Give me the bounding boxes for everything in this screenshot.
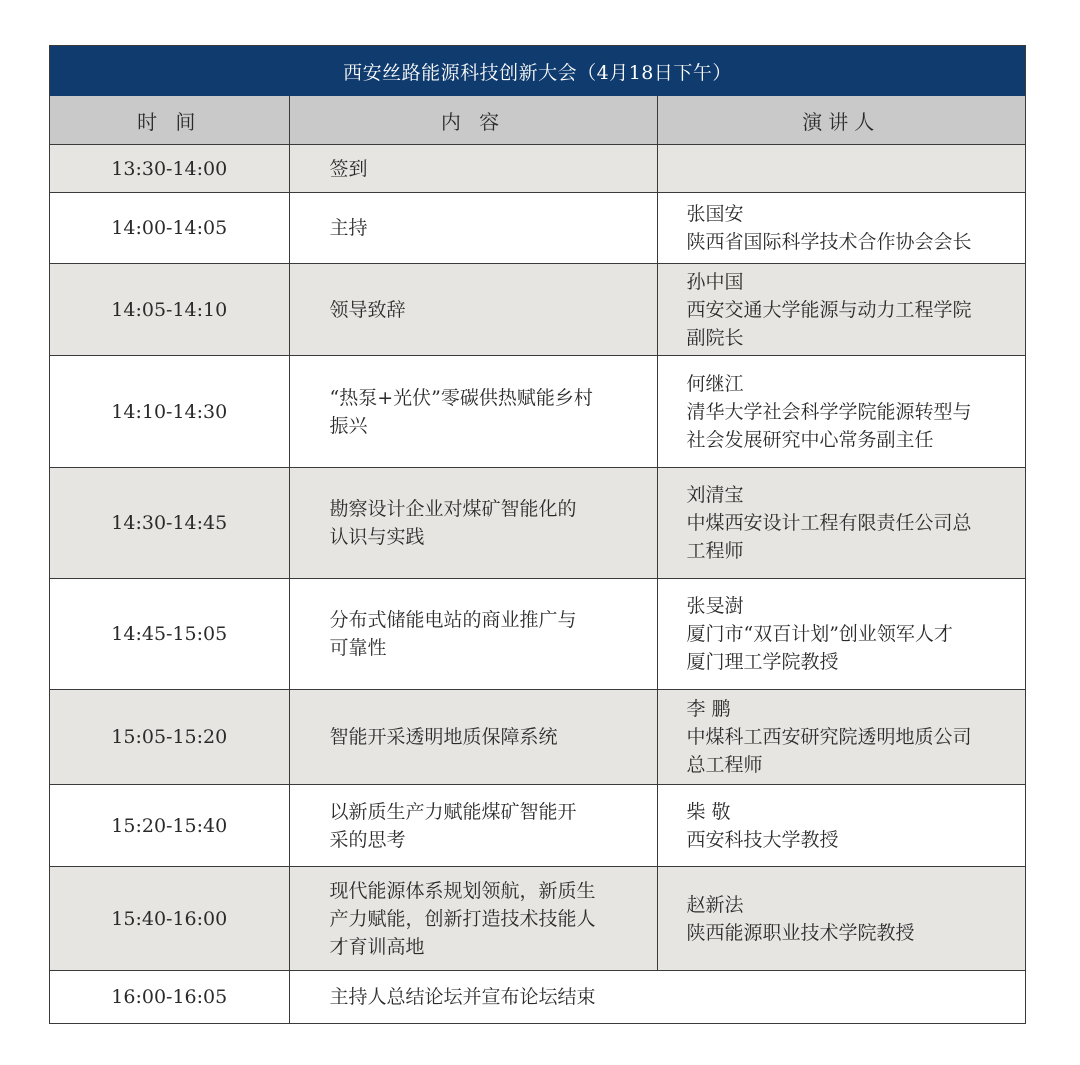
time-cell: 14:45-15:05 (50, 579, 289, 690)
speaker-title-line: 陕西省国际科学技术合作协会会长 (686, 231, 972, 253)
content-cell (289, 356, 657, 468)
agenda-row (50, 785, 1025, 867)
agenda-row (50, 468, 1025, 579)
speaker-title-line: 陕西能源职业技术学院教授 (686, 921, 915, 944)
speaker-cell (657, 690, 1025, 785)
speaker-title-line: 厦门市“双百计划”创业领军人才 (686, 623, 953, 645)
content-line: 产力赋能，创新打造技术技能人 (329, 907, 596, 930)
content-line: 认识与实践 (329, 526, 425, 548)
content-line: 智能开采透明地质保障系统 (329, 726, 558, 748)
speaker-name: 何继江 (686, 372, 744, 395)
content-line: 以新质生产力赋能煤矿智能开 (329, 800, 577, 823)
speaker-title-line: 社会发展研究中心常务副主任 (686, 428, 934, 451)
speaker-title-line: 副院长 (686, 326, 744, 349)
agenda-row (50, 193, 1025, 264)
content-cell (289, 579, 657, 690)
content-line: 振兴 (329, 414, 368, 437)
content-line: 采的思考 (329, 828, 406, 851)
speaker-title-line: 中煤科工西安研究院透明地质公司 (686, 726, 972, 748)
speaker-title-line: 西安交通大学能源与动力工程学院 (686, 298, 972, 321)
speaker-cell (657, 145, 1025, 193)
speaker-name: 柴 敬 (686, 800, 731, 823)
time-cell: 15:40-16:00 (50, 867, 289, 971)
content-line: 领导致辞 (329, 298, 406, 321)
content-line: 签到 (329, 157, 368, 180)
header-speaker: 演讲人 (657, 96, 1025, 145)
time-cell: 15:05-15:20 (50, 690, 289, 785)
speaker-name: 李 鹏 (686, 698, 731, 720)
time-cell: 15:20-15:40 (50, 785, 289, 867)
speaker-title-line: 总工程师 (686, 754, 763, 776)
speaker-cell (657, 579, 1025, 690)
speaker-cell (657, 785, 1025, 867)
speaker-cell (657, 264, 1025, 356)
agenda-row (50, 971, 1025, 1023)
speaker-title-line: 厦门理工学院教授 (686, 651, 839, 673)
content-cell (289, 971, 1025, 1023)
agenda-row (50, 264, 1025, 356)
time-cell: 14:00-14:05 (50, 193, 289, 264)
speaker-name: 赵新法 (686, 893, 744, 916)
agenda-body (50, 145, 1025, 1023)
agenda-row (50, 145, 1025, 193)
agenda-table (50, 96, 1025, 1023)
time-cell: 14:10-14:30 (50, 356, 289, 468)
content-line: 才育训高地 (329, 935, 425, 958)
time-cell: 14:05-14:10 (50, 264, 289, 356)
content-line: “热泵+光伏”零碳供热赋能乡村 (329, 386, 593, 409)
speaker-cell (657, 356, 1025, 468)
speaker-name: 张国安 (686, 203, 744, 225)
content-cell (289, 867, 657, 971)
speaker-name: 刘清宝 (686, 484, 744, 506)
header-content: 内 容 (289, 96, 657, 145)
speaker-name: 孙中国 (686, 270, 744, 293)
content-cell (289, 690, 657, 785)
agenda-row (50, 356, 1025, 468)
header-time: 时 间 (50, 96, 289, 145)
content-cell (289, 468, 657, 579)
content-line: 分布式储能电站的商业推广与 (329, 609, 577, 631)
speaker-title-line: 工程师 (686, 540, 744, 562)
header-row (50, 96, 1025, 145)
agenda-row (50, 867, 1025, 971)
content-cell (289, 785, 657, 867)
schedule-title: 西安丝路能源科技创新大会（4月18日下午） (50, 46, 1025, 96)
speaker-cell (657, 193, 1025, 264)
content-line: 主持 (329, 217, 368, 239)
content-line: 勘察设计企业对煤矿智能化的 (329, 498, 577, 520)
speaker-name: 张旻澍 (686, 595, 744, 617)
agenda-row (50, 579, 1025, 690)
content-line: 现代能源体系规划领航，新质生 (329, 879, 596, 902)
content-line: 可靠性 (329, 637, 387, 659)
time-cell: 16:00-16:05 (50, 971, 289, 1023)
speaker-title-line: 中煤西安设计工程有限责任公司总 (686, 512, 972, 534)
speaker-cell (657, 468, 1025, 579)
content-line: 主持人总结论坛并宣布论坛结束 (329, 985, 596, 1008)
content-cell (289, 193, 657, 264)
time-cell: 14:30-14:45 (50, 468, 289, 579)
schedule-table (49, 45, 1026, 1024)
speaker-cell (657, 867, 1025, 971)
content-cell (289, 145, 657, 193)
speaker-title-line: 西安科技大学教授 (686, 828, 839, 851)
speaker-title-line: 清华大学社会科学学院能源转型与 (686, 400, 972, 423)
time-cell: 13:30-14:00 (50, 145, 289, 193)
content-cell (289, 264, 657, 356)
agenda-row (50, 690, 1025, 785)
